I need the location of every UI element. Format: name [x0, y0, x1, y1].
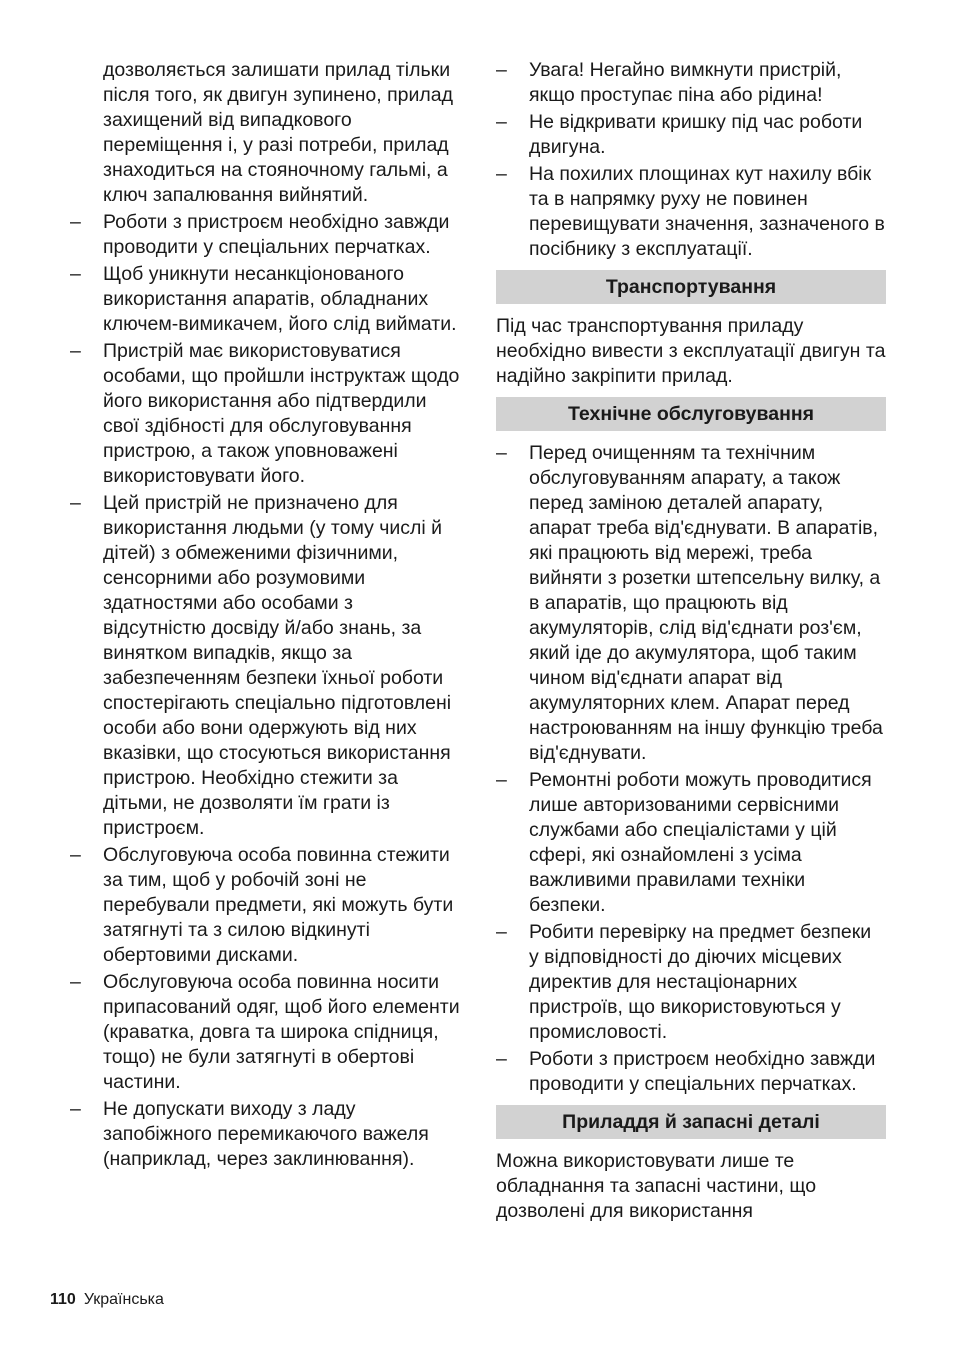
accessories-paragraph: Можна використовувати лише те обладнання та запасні частини, що дозволені для використання	[496, 1150, 817, 1222]
list-item	[70, 970, 460, 1095]
bullet-dash: –	[70, 340, 81, 362]
bullet-dash: –	[496, 769, 507, 791]
list-item-text: Увага! Негайно вимкнути пристрій, якщо проступає піна або рідина!	[529, 59, 842, 106]
list-item-text: Не допускати виходу з ладу запобіжного перемикаючого важеля (наприклад, через заклинювання).	[103, 1098, 429, 1170]
maintenance-list	[496, 441, 886, 1097]
bullet-dash: –	[70, 971, 81, 993]
list-item-text: На похилих площинах кут нахилу вбік та в напрямку руху не повинен перевищувати значення, зазначеного в посібнику з експлуатації.	[529, 163, 885, 260]
list-item-text: Ремонтні роботи можуть проводитися лише авторизованими сервісними службами або спеціалістами у цій сфері, які ознайомлені з усіма важливими правилами техніки безпеки.	[529, 769, 872, 916]
list-item-text: Роботи з пристроєм необхідно завжди проводити у спеціальних перчатках.	[529, 1048, 876, 1095]
list-item	[496, 162, 886, 262]
transport-paragraph: Під час транспортування приладу необхідно вивести з експлуатації двигун та надійно закріпити прилад.	[496, 315, 886, 387]
bullet-dash: –	[70, 263, 81, 285]
list-item	[70, 843, 460, 968]
list-item	[496, 58, 886, 108]
bullet-dash: –	[70, 844, 81, 866]
list-item-text: Не відкривати кришку під час роботи двигуна.	[529, 111, 863, 158]
list-item-text: Пристрій має використовуватися особами, що пройшли інструктаж щодо його використання або підтвердили свої здібності для обслуговування пристрою, а також уповноважені використовувати його.	[103, 340, 460, 487]
list-item	[70, 210, 460, 260]
bullet-dash: –	[496, 59, 507, 81]
right-column	[496, 58, 886, 1228]
bullet-dash: –	[496, 111, 507, 133]
list-item	[70, 491, 460, 841]
bullet-dash: –	[496, 1048, 507, 1070]
bullet-dash: –	[496, 921, 507, 943]
footer-language: Українська	[83, 1291, 164, 1308]
list-item-text: Обслуговуюча особа повинна стежити за тим, щоб у робочій зоні не перебували предмети, які можуть бути затягнуті та з силою відкинуті обертовими дисками.	[103, 844, 454, 966]
bullet-dash: –	[496, 442, 507, 464]
bullet-dash: –	[496, 163, 507, 185]
list-item	[70, 262, 460, 337]
list-item-text: Щоб уникнути несанкціонованого використання апаратів, обладнаних ключем-вимикачем, його слід виймати.	[103, 263, 457, 335]
list-item	[70, 339, 460, 489]
list-item-text: Робити перевірку на предмет безпеки у відповідності до діючих місцевих директив для нестаціонарних пристроїв, що використовуються у промисловості.	[529, 921, 872, 1043]
section-heading-transport: Транспортування	[496, 270, 886, 304]
continuation-paragraph: дозволяється залишати прилад тільки після того, як двигун зупинено, прилад захищений від випадкового переміщення і, у разі потреби, прилад знаходиться на стояночному гальмі, а ключ запалювання вийнятий.	[103, 59, 453, 206]
section-heading-accessories: Приладдя й запасні деталі	[496, 1105, 886, 1139]
left-column	[70, 58, 460, 1174]
bullet-dash: –	[70, 211, 81, 233]
page-footer	[50, 1290, 164, 1310]
list-item-text: Перед очищенням та технічним обслуговуванням апарату, а також перед заміною деталей апарату, апарат треба від'єднувати. В апаратів, які працюють від мережі, треба вийняти з розетки штепсельну вилку, а в апаратів, що працюють від акумуляторів, слід від'єднати роз'єм, який іде до акумулятора, щоб таким чином від'єднати апарат від акумуляторних клем. Апарат перед настроюванням на іншу функцію треба від'єднувати.	[529, 442, 883, 764]
list-item	[70, 1097, 460, 1172]
operation-list	[496, 58, 886, 262]
bullet-dash: –	[70, 1098, 81, 1120]
list-item-text: Роботи з пристроєм необхідно завжди проводити у спеціальних перчатках.	[103, 211, 450, 258]
section-heading-maintenance: Технічне обслуговування	[496, 397, 886, 431]
list-item-text: Обслуговуюча особа повинна носити припасований одяг, щоб його елементи (краватка, довга та широка спідниця, тощо) не були затягнуті в обертові частини.	[103, 971, 460, 1093]
list-item	[496, 768, 886, 918]
list-item	[496, 441, 886, 766]
bullet-dash: –	[70, 492, 81, 514]
list-item	[496, 110, 886, 160]
safety-list	[70, 210, 460, 1172]
page-number: 110	[50, 1291, 76, 1308]
list-item	[496, 1047, 886, 1097]
list-item	[496, 920, 886, 1045]
list-item-text: Цей пристрій не призначено для використання людьми (у тому числі й дітей) з обмеженими фізичними, сенсорними або розумовими здатностями або особами з відсутністю досвіду й/або знань, за винятком випадків, якщо за забезпеченням безпеки їхньої роботи спостерігають спеціально підготовлені особи або вони одержують від них вказівки, що стосуються використання пристрою. Необхідно стежити за дітьми, не дозволяти їм грати із пристроєм.	[103, 492, 452, 839]
